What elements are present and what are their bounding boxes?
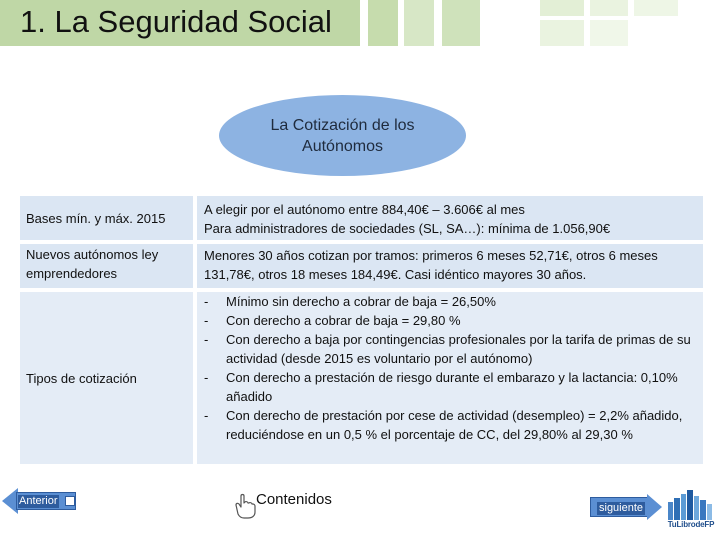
tipos-list <box>204 292 699 444</box>
header-decor-block <box>404 0 434 46</box>
row-label-tipos: Tipos de cotización <box>20 292 193 464</box>
page-title: 1. La Seguridad Social <box>20 4 332 39</box>
next-label: siguiente <box>599 502 644 514</box>
header-decor-block <box>540 20 584 46</box>
section-heading: La Cotización de los Autónomos <box>270 116 415 155</box>
header-decor-block <box>540 0 584 16</box>
row-content-nuevos: Menores 30 años cotizan por tramos: primeros 6 meses 52,71€, otros 6 meses 131,78€, otros 18 meses 184,49€. Casi idéntico mayores 30 años. <box>197 244 703 288</box>
logo-text: TuLibrodeFP <box>667 520 715 529</box>
row-content-bases <box>197 196 703 240</box>
list-item: - Con derecho a baja por contingencias profesionales por la tarifa de primas de su actividad (desde 2015 es voluntario por el autónomo) <box>204 330 699 368</box>
header-decor-block <box>634 0 678 16</box>
header-decor-block <box>442 0 480 46</box>
list-item: - Con derecho a cobrar de baja = 29,80 % <box>204 311 699 330</box>
previous-button[interactable] <box>2 488 78 514</box>
hand-pointer-icon[interactable] <box>232 492 258 520</box>
row-label-nuevos: Nuevos autónomos ley emprendedores <box>20 244 193 288</box>
square-icon <box>65 496 75 506</box>
header-decor-block <box>368 0 398 46</box>
header-decor-block <box>590 0 628 16</box>
list-item: - Con derecho a prestación de riesgo durante el embarazo y la lactancia: 0,10% añadido <box>204 368 699 406</box>
contents-link[interactable]: Contenidos <box>256 491 332 508</box>
slide-header <box>0 0 720 48</box>
bases-line: A elegir por el autónomo entre 884,40€ – 3.606€ al mes <box>204 202 525 217</box>
next-button[interactable] <box>590 493 662 519</box>
row-label-bases: Bases mín. y máx. 2015 <box>20 196 193 240</box>
list-item: - Con derecho de prestación por cese de actividad (desempleo) = 2,2% añadido, reduciéndose en un 0,5 % el porcentaje de CC, del 29,80% al 29,30 % <box>204 406 699 444</box>
list-item: - Mínimo sin derecho a cobrar de baja = 26,50% <box>204 292 699 311</box>
previous-label: Anterior <box>19 495 58 507</box>
bases-line: Para administradores de sociedades (SL, SA…): mínima de 1.056,90€ <box>204 221 611 236</box>
row-content-tipos <box>197 292 703 464</box>
header-decor-block <box>590 20 628 46</box>
section-oval <box>219 95 466 176</box>
arrow-right-icon <box>647 494 662 520</box>
